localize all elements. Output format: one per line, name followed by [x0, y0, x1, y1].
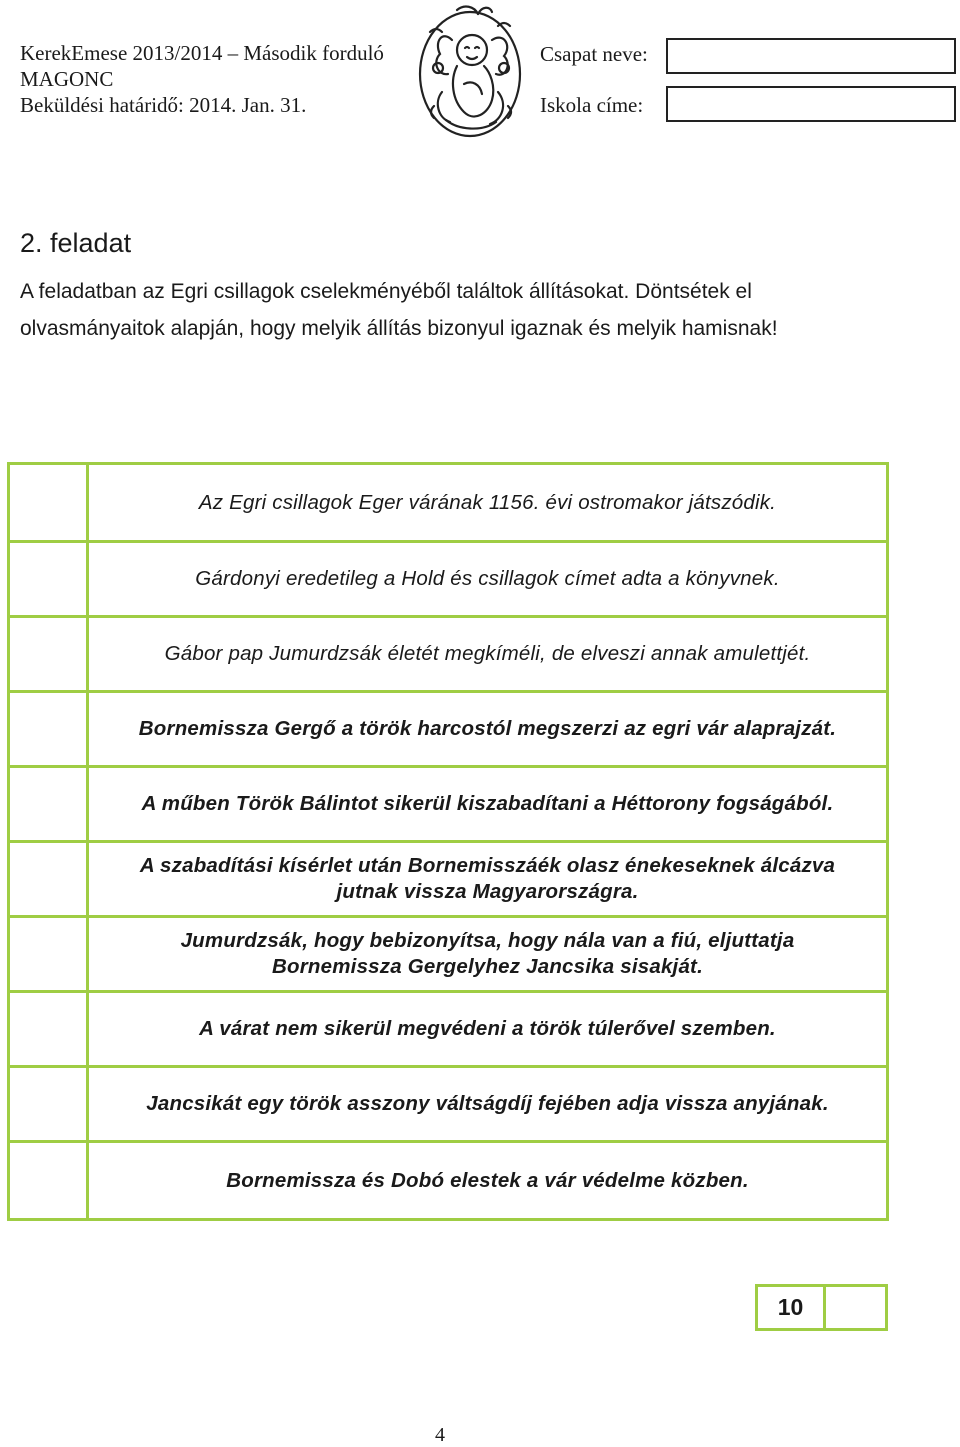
deadline-text: Beküldési határidő: 2014. Jan. 31.	[20, 93, 307, 117]
statement-text: Jancsikát egy török asszony váltságdíj fejében adja vissza anyjának.	[88, 1067, 888, 1142]
score-box	[755, 1284, 888, 1331]
answer-cell[interactable]	[9, 842, 88, 917]
statement-text: A műben Török Bálintot sikerül kiszabadítani a Héttorony fogságából.	[88, 767, 888, 842]
answer-cell[interactable]	[9, 692, 88, 767]
answer-cell[interactable]	[9, 1067, 88, 1142]
answer-cell[interactable]	[9, 767, 88, 842]
header-info	[20, 40, 384, 118]
table-row	[9, 767, 888, 842]
task-title: 2. feladat	[20, 228, 132, 258]
table-row	[9, 464, 888, 542]
team-name-field[interactable]	[666, 38, 956, 74]
table-row	[9, 542, 888, 617]
awarded-points-field[interactable]	[826, 1287, 885, 1328]
answer-cell[interactable]	[9, 917, 88, 992]
table-row	[9, 692, 888, 767]
statements-table	[7, 462, 889, 1221]
girl-with-flower-logo-icon	[412, 2, 528, 142]
table-row	[9, 1067, 888, 1142]
answer-cell[interactable]	[9, 542, 88, 617]
statement-text: Bornemissza és Dobó elestek a vár védelme közben.	[88, 1142, 888, 1220]
table-row	[9, 1142, 888, 1220]
school-address-field[interactable]	[666, 86, 956, 122]
task-instruction: A feladatban az Egri csillagok cselekményéből találtok állításokat. Döntsétek el olvasmányaitok alapján, hogy melyik állítás bizonyul igaznak és melyik hamisnak!	[20, 280, 778, 340]
statement-text: Az Egri csillagok Eger várának 1156. évi ostromakor játszódik.	[88, 464, 888, 542]
contest-title: KerekEmese 2013/2014 – Második forduló	[20, 41, 384, 65]
answer-cell[interactable]	[9, 464, 88, 542]
answer-cell[interactable]	[9, 617, 88, 692]
subject-title: MAGONC	[20, 67, 114, 91]
table-row	[9, 992, 888, 1067]
table-row	[9, 842, 888, 917]
max-points: 10	[758, 1287, 826, 1328]
answer-cell[interactable]	[9, 1142, 88, 1220]
statement-text: A szabadítási kísérlet után Bornemisszáék olasz énekeseknek álcázva jutnak vissza Magyarországra.	[88, 842, 888, 917]
team-name-label: Csapat neve:	[540, 42, 648, 66]
table-row	[9, 617, 888, 692]
statement-text: Bornemissza Gergő a török harcostól megszerzi az egri vár alaprajzát.	[88, 692, 888, 767]
statement-text: Gárdonyi eredetileg a Hold és csillagok címet adta a könyvnek.	[88, 542, 888, 617]
statement-text: A várat nem sikerül megvédeni a török túlerővel szemben.	[88, 992, 888, 1067]
table-row	[9, 917, 888, 992]
answer-cell[interactable]	[9, 992, 88, 1067]
school-address-label: Iskola címe:	[540, 93, 644, 117]
statement-text: Jumurdzsák, hogy bebizonyítsa, hogy nála van a fiú, eljuttatja Bornemissza Gergelyhez Jancsika sisakját.	[88, 917, 888, 992]
page-number: 4	[435, 1424, 445, 1446]
statement-text: Gábor pap Jumurdzsák életét megkíméli, de elveszi annak amulettjét.	[88, 617, 888, 692]
